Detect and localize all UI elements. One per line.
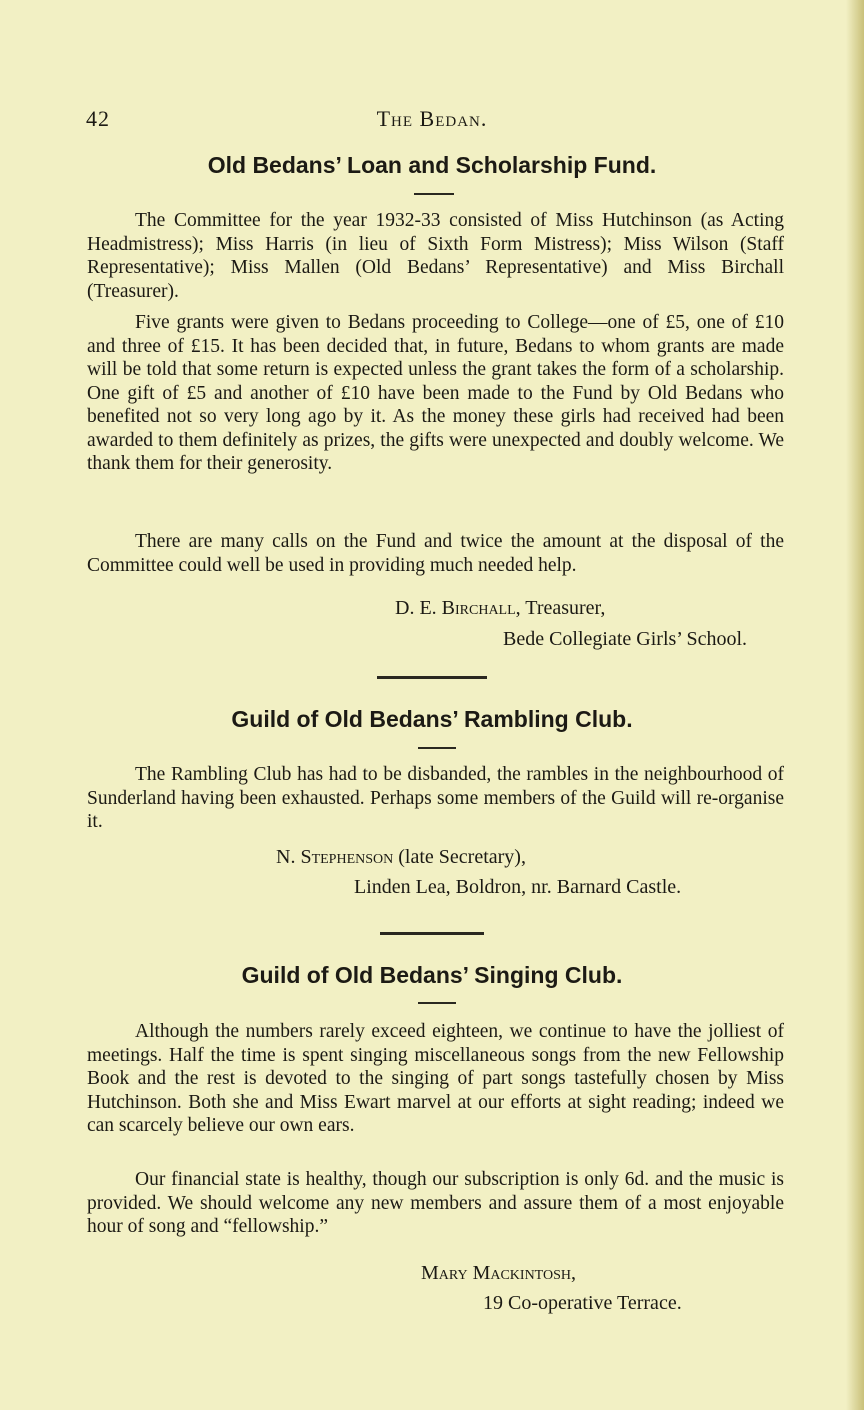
title-underline — [418, 747, 456, 749]
paragraph: The Committee for the year 1932-33 consisted of Miss Hutchinson (as Acting Headmistress); Miss Harris (in lieu of Sixth Form Mistress); Miss Wilson (Staff Representative); Miss Mallen (Old Bedans’ Representative) and Miss Birchall (Treasurer). — [87, 210, 784, 302]
paragraph: Although the numbers rarely exceed eighteen, we continue to have the jolliest of meetings. Half the time is spent singing miscellaneous songs from the new Fellowship Book and the rest is devoted to the singing of part songs tastefully chosen by Miss Hutchinson. Both she and Miss Ewart marvel at our efforts at sight reading; indeed we can scarcely believe our own ears. — [87, 1021, 784, 1136]
signature-role: (late Secretary), — [393, 846, 526, 868]
page-number: 42 — [86, 106, 110, 131]
signature-role: , — [571, 1262, 576, 1284]
signature-address: Linden Lea, Boldron, nr. Barnard Castle. — [354, 876, 682, 898]
title-underline — [418, 1002, 456, 1004]
title-underline — [414, 193, 454, 195]
signature-address: Bede Collegiate Girls’ School. — [503, 628, 748, 650]
signature-role: , Treasurer, — [515, 597, 606, 619]
section-title-loan-fund: Old Bedans’ Loan and Scholarship Fund. — [207, 152, 657, 178]
paragraph: Our financial state is healthy, though our subscription is only 6d. and the music is provided. We should welcome any new members and assure them of a most enjoyable hour of song and “fellowship.” — [87, 1169, 784, 1237]
section-divider — [377, 676, 487, 679]
paragraph: There are many calls on the Fund and twice the amount at the disposal of the Committee could well be used in providing much needed help. — [87, 531, 784, 576]
paragraph: The Rambling Club has had to be disbanded, the rambles in the neighbourhood of Sunderland having been exhausted. Perhaps some members of the Guild will re-organise it. — [87, 764, 784, 832]
signature-line — [395, 597, 605, 620]
signature-line — [276, 846, 526, 869]
signature-name: Mary Mackintosh — [421, 1262, 571, 1284]
signature-line — [421, 1262, 576, 1285]
running-title: The Bedan. — [376, 106, 488, 131]
page-edge-shadow — [846, 0, 864, 1410]
section-title-rambling-club: Guild of Old Bedans’ Rambling Club. — [231, 706, 633, 732]
signature-name: D. E. Birchall — [395, 597, 516, 619]
section-title-singing-club: Guild of Old Bedans’ Singing Club. — [241, 962, 623, 988]
signature-address: 19 Co-operative Terrace. — [483, 1292, 682, 1314]
section-divider — [380, 932, 484, 935]
signature-name: N. Stephenson — [276, 846, 394, 868]
paragraph: Five grants were given to Bedans proceeding to College—one of £5, one of £10 and three of £15. It has been decided that, in future, Bedans to whom grants are made will be told that some return is expected unless the grant takes the form of a scholarship. One gift of £5 and another of £10 have been made to the Fund by Old Bedans who benefited not so very long ago by it. As the money these girls had received had been awarded to them definitely as prizes, the gifts were unexpected and doubly welcome. We thank them for their generosity. — [87, 312, 784, 474]
